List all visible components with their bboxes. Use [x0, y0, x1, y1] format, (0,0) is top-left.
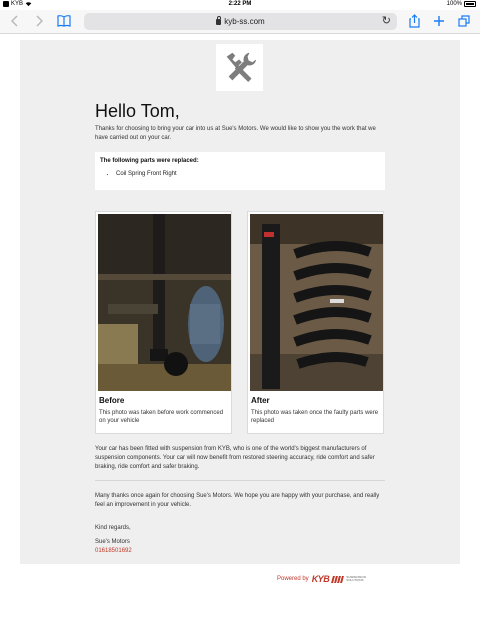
after-description: This photo was taken once the faulty parts were replaced: [251, 410, 379, 424]
bookmarks-icon[interactable]: [56, 13, 72, 29]
garage-logo: [216, 44, 263, 91]
browser-toolbar: [0, 10, 480, 34]
after-photo-card: [247, 211, 384, 434]
kyb-stripes-icon: [332, 576, 343, 583]
after-photo[interactable]: [250, 214, 383, 391]
before-description: This photo was taken before work commenced on your vehicle: [99, 410, 224, 424]
before-photo[interactable]: [98, 214, 231, 391]
parts-list: [116, 171, 380, 177]
greeting-heading: Hello Tom,: [95, 101, 180, 121]
kyb-tagline: SUSPENSION SOLUTIONS: [346, 575, 366, 582]
powered-by-footer[interactable]: [277, 574, 368, 584]
tabs-icon[interactable]: [457, 13, 471, 29]
battery-icon: [464, 1, 476, 7]
back-icon[interactable]: [8, 13, 20, 29]
reload-icon[interactable]: ↻: [381, 15, 391, 27]
kyb-paragraph: Your car has been fitted with suspension from KYB, who is one of the world's biggest manufacturers of suspension components. Your car will now benefit from restored steering accuracy, ride comfort and safer braking, ride comfort and safer braking.: [95, 446, 375, 470]
signature-phone[interactable]: 01618501692: [95, 548, 132, 554]
url-text: kyb-ss.com: [224, 17, 265, 26]
signature-name: Sue's Motors: [95, 539, 130, 545]
battery-indicator: [447, 1, 476, 7]
parts-replaced-box: [95, 152, 385, 190]
kyb-logo: KYB: [311, 574, 330, 584]
tools-icon: [221, 49, 259, 87]
status-bar: [0, 0, 480, 10]
battery-percent: 100%: [446, 1, 462, 7]
thanks-paragraph: Many thanks once again for choosing Sue's Motors. We hope you are happy with your purchase, and really feel an improvement in your vehicle.: [95, 493, 380, 508]
after-caption: After: [251, 396, 270, 405]
divider: [95, 480, 385, 481]
status-time: 2:22 PM: [228, 1, 252, 7]
carrier-label: KYB: [11, 1, 24, 7]
share-icon[interactable]: [407, 13, 421, 29]
address-bar[interactable]: [84, 13, 397, 30]
intro-paragraph: Thanks for choosing to bring your car into us at Sue's Motors. We would like to show you the work that we have carried out on your car.: [95, 126, 376, 141]
new-tab-icon[interactable]: [432, 13, 446, 29]
lock-icon: [216, 19, 221, 25]
before-caption: Before: [99, 396, 125, 405]
powered-by-label: Powered by: [277, 576, 309, 582]
list-item: • Coil Spring Front Right: [116, 171, 380, 177]
email-background: [20, 40, 460, 564]
forward-icon[interactable]: [33, 13, 45, 29]
regards-text: Kind regards,: [95, 525, 131, 531]
parts-title: The following parts were replaced:: [100, 158, 199, 164]
before-photo-card: [95, 211, 232, 434]
